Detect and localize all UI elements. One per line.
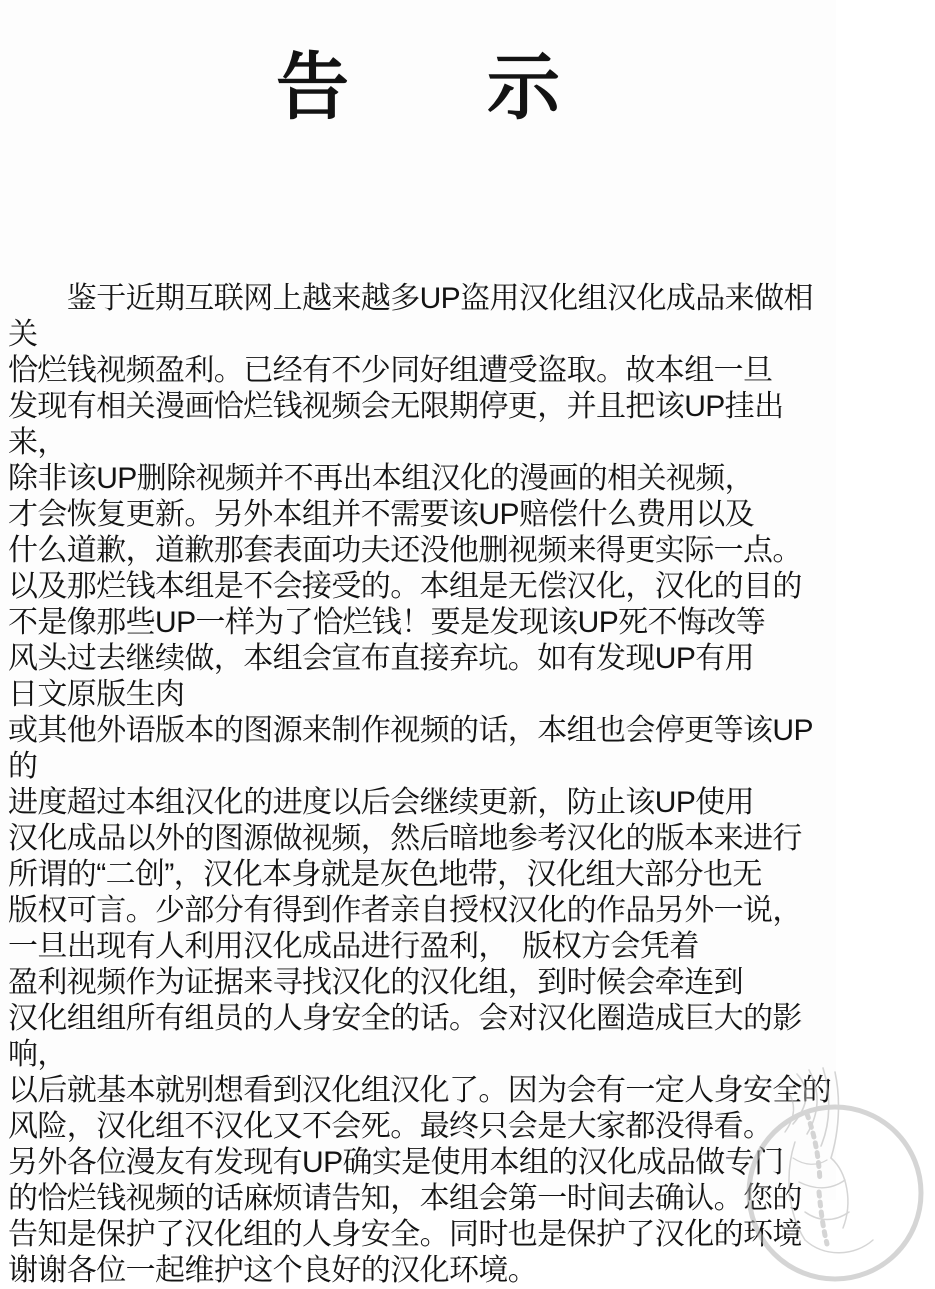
notice-title-char-right: 示 xyxy=(487,47,560,128)
notice-line: 恰烂钱视频盈利。已经有不少同好组遭受盗取。故本组一旦 xyxy=(8,354,773,387)
notice-line: 告知是保护了汉化组的人身安全。同时也是保护了汉化的环境 xyxy=(8,1218,802,1251)
notice-title-char-left: 告 xyxy=(276,47,349,128)
notice-line: 的恰烂钱视频的话麻烦请告知，本组会第一时间去确认。您的 xyxy=(8,1182,802,1215)
notice-line: 不是像那些UP一样为了恰烂钱！要是发现该UP死不悔改等 xyxy=(8,606,766,639)
notice-line: 才会恢复更新。另外本组并不需要该UP赔偿什么费用以及 xyxy=(8,498,755,531)
notice-line: 风头过去继续做，本组会宣布直接弃坑。如有发现UP有用 xyxy=(8,642,755,675)
notice-line: 汉化组组所有组员的人身安全的话。会对汉化圈造成巨大的影响， xyxy=(8,1002,802,1071)
notice-line: 什么道歉，道歉那套表面功夫还没他删视频来得更实际一点。 xyxy=(8,534,802,567)
notice-line: 风险，汉化组不汉化又不会死。最终只会是大家都没得看。 xyxy=(8,1110,773,1143)
notice-title xyxy=(0,0,836,128)
notice-line: 所谓的“二创”，汉化本身就是灰色地带，汉化组大部分也无 xyxy=(8,858,762,891)
notice-line: 以后就基本就别想看到汉化组汉化了。因为会有一定人身安全的 xyxy=(8,1074,832,1107)
notice-line: 发现有相关漫画恰烂钱视频会无限期停更，并且把该UP挂出来， xyxy=(8,390,784,459)
notice-body xyxy=(8,281,832,1289)
notice-line: 盈利视频作为证据来寻找汉化的汉化组，到时候会牵连到 xyxy=(8,966,743,999)
notice-line: 日文原版生肉 xyxy=(8,678,185,711)
notice-line: 谢谢各位一起维护这个良好的汉化环境。 xyxy=(8,1254,538,1287)
notice-line: 进度超过本组汉化的进度以后会继续更新，防止该UP使用 xyxy=(8,786,755,819)
notice-line: 汉化成品以外的图源做视频，然后暗地参考汉化的版本来进行 xyxy=(8,822,802,855)
notice-line: 鉴于近期互联网上越来越多UP盗用汉化组汉化成品来做相关 xyxy=(8,282,813,351)
notice-line: 或其他外语版本的图源来制作视频的话，本组也会停更等该UP的 xyxy=(8,714,813,783)
notice-line: 除非该UP删除视频并不再出本组汉化的漫画的相关视频， xyxy=(8,462,755,495)
notice-line: 以及那烂钱本组是不会接受的。本组是无偿汉化，汉化的目的 xyxy=(8,570,802,603)
notice-line: 另外各位漫友有发现有UP确实是使用本组的汉化成品做专门 xyxy=(8,1146,784,1179)
notice-line: 版权可言。少部分有得到作者亲自授权汉化的作品另外一说， xyxy=(8,894,802,927)
notice-line: 一旦出现有人利用汉化成品进行盈利， 版权方会凭着 xyxy=(8,930,699,963)
